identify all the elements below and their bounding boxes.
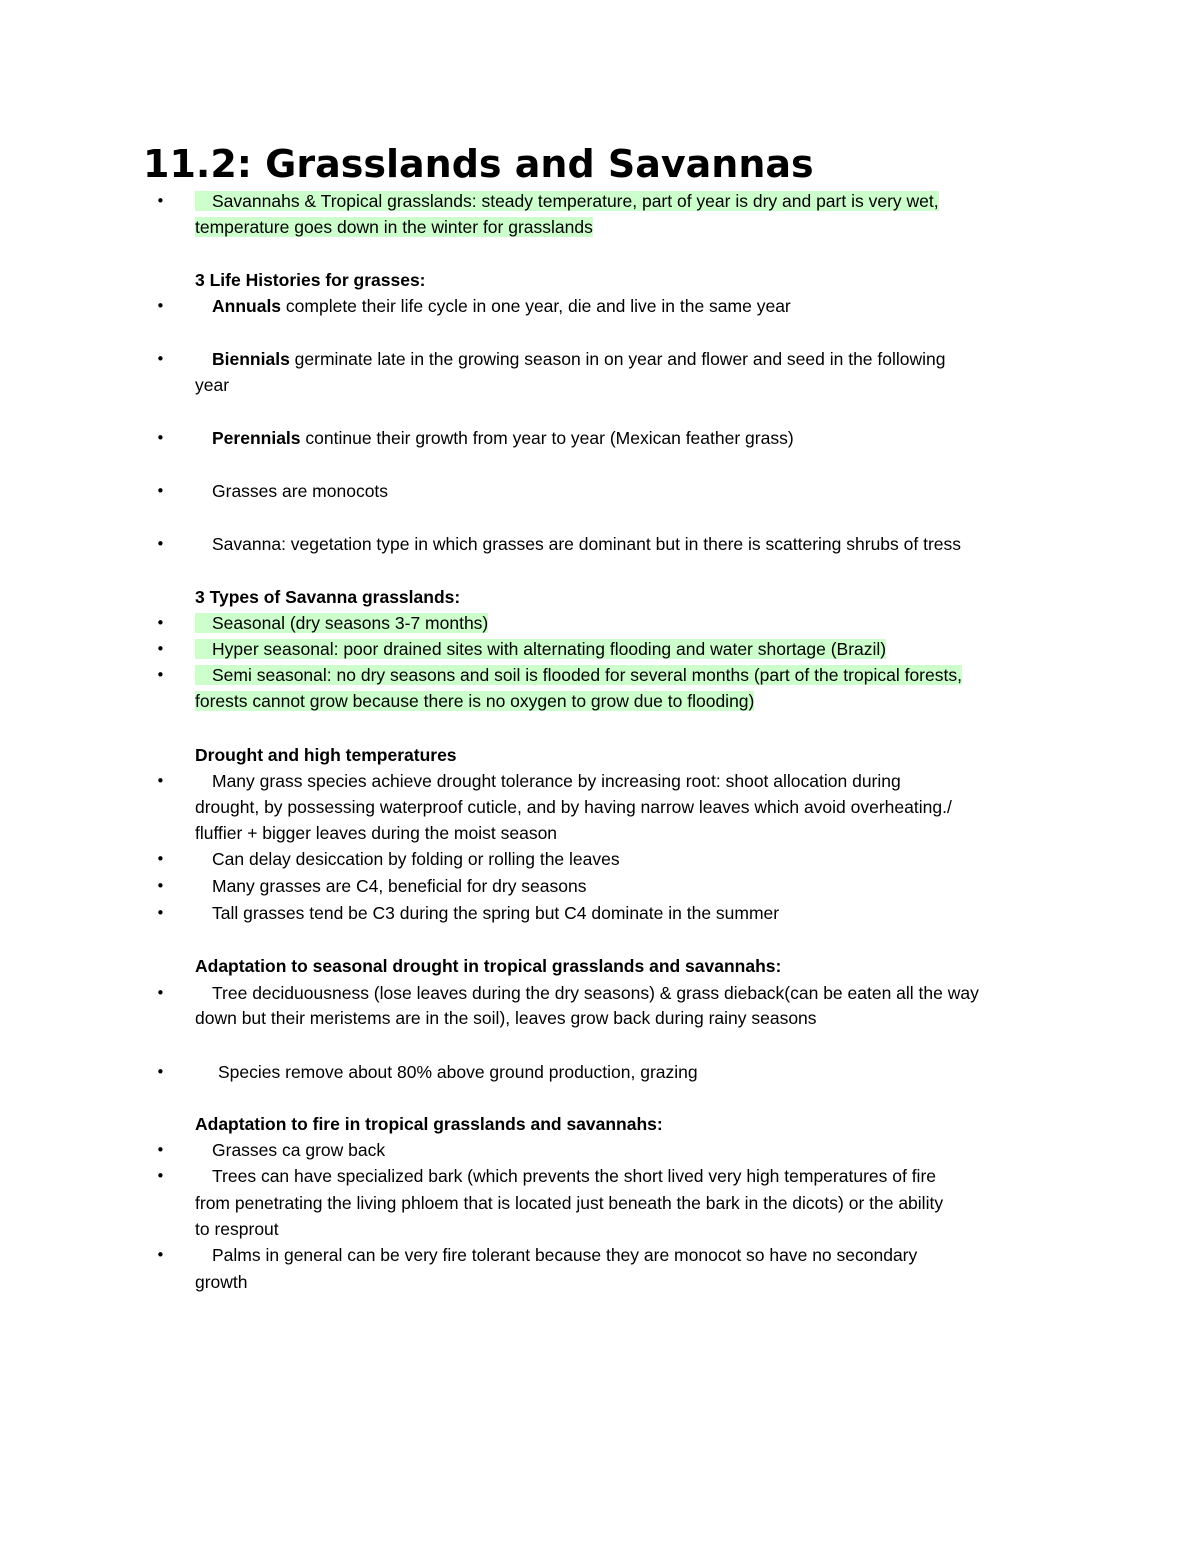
fire-item-3-cont: growth [195,1272,248,1292]
drought-item-3: Many grasses are C4, beneficial for dry seasons [212,876,587,896]
seasonal-drought-item-2: Species remove about 80% above ground production, grazing [218,1062,698,1082]
drought-item-1: Many grass species achieve drought tolerance by increasing root: shoot allocation during [212,771,901,791]
bullet-icon: • [156,772,165,790]
perennials-item: Perennials continue their growth from year to year (Mexican feather grass) [212,428,794,448]
bullet-icon: • [156,192,165,210]
bullet-icon: • [156,482,165,500]
annuals-item: Annuals complete their life cycle in one year, die and live in the same year [212,296,791,316]
bullet-icon: • [156,877,165,895]
bullet-icon: • [156,904,165,922]
bullet-icon: • [156,984,165,1002]
hyper-seasonal-item: Hyper seasonal: poor drained sites with alternating flooding and water shortage (Brazil) [195,637,886,661]
drought-heading: Drought and high temperatures [195,745,457,765]
semi-seasonal-item: Semi seasonal: no dry seasons and soil is flooded for several months (part of the tropical forests, [195,663,962,687]
fire-item-2-cont: from penetrating the living phloem that is located just beneath the bark in the dicots) or the ability [195,1193,944,1213]
bullet-icon: • [156,640,165,658]
drought-item-1-cont: fluffier + bigger leaves during the moist season [195,823,558,843]
life-histories-heading: 3 Life Histories for grasses: [195,270,426,290]
bullet-icon: • [156,535,165,553]
bullet-icon: • [156,666,165,684]
bullet-icon: • [156,1063,165,1081]
bullet-icon: • [156,614,165,632]
bullet-icon: • [156,297,165,315]
seasonal-drought-item-1: Tree deciduousness (lose leaves during the dry seasons) & grass dieback(can be eaten all the way [212,983,979,1003]
intro-line-1: Savannahs & Tropical grasslands: steady temperature, part of year is dry and part is very wet, [195,189,939,213]
biennials-item-cont: year [195,375,230,395]
seasonal-drought-heading: Adaptation to seasonal drought in tropical grasslands and savannahs: [195,956,782,976]
drought-item-1-cont: drought, by possessing waterproof cuticle, and by having narrow leaves which avoid overheating./ [195,797,952,817]
fire-heading: Adaptation to fire in tropical grasslands and savannahs: [195,1114,663,1134]
fire-item-2-cont: to resprout [195,1219,279,1239]
page-title: 11.2: Grasslands and Savannas [143,142,814,186]
fire-item-1: Grasses ca grow back [212,1140,386,1160]
savanna-types-heading: 3 Types of Savanna grasslands: [195,587,461,607]
biennials-item: Biennials germinate late in the growing season in on year and flower and seed in the following [212,349,946,369]
bullet-icon: • [156,429,165,447]
bullet-icon: • [156,1167,165,1185]
bullet-icon: • [156,350,165,368]
bullet-icon: • [156,850,165,868]
bullet-icon: • [156,1246,165,1264]
drought-item-2: Can delay desiccation by folding or rolling the leaves [212,849,620,869]
seasonal-item: Seasonal (dry seasons 3-7 months) [195,611,488,635]
savanna-definition-item: Savanna: vegetation type in which grasses are dominant but in there is scattering shrubs of tress [212,534,962,554]
fire-item-3: Palms in general can be very fire tolerant because they are monocot so have no secondary [212,1245,918,1265]
drought-item-4: Tall grasses tend be C3 during the spring but C4 dominate in the summer [212,903,780,923]
seasonal-drought-item-1-cont: down but their meristems are in the soil), leaves grow back during rainy seasons [195,1008,817,1028]
semi-seasonal-item-cont: forests cannot grow because there is no oxygen to grow due to flooding) [195,691,755,711]
monocots-item: Grasses are monocots [212,481,389,501]
bullet-icon: • [156,1141,165,1159]
fire-item-2: Trees can have specialized bark (which prevents the short lived very high temperatures of fire [212,1166,937,1186]
intro-line-2: temperature goes down in the winter for grasslands [195,217,593,237]
